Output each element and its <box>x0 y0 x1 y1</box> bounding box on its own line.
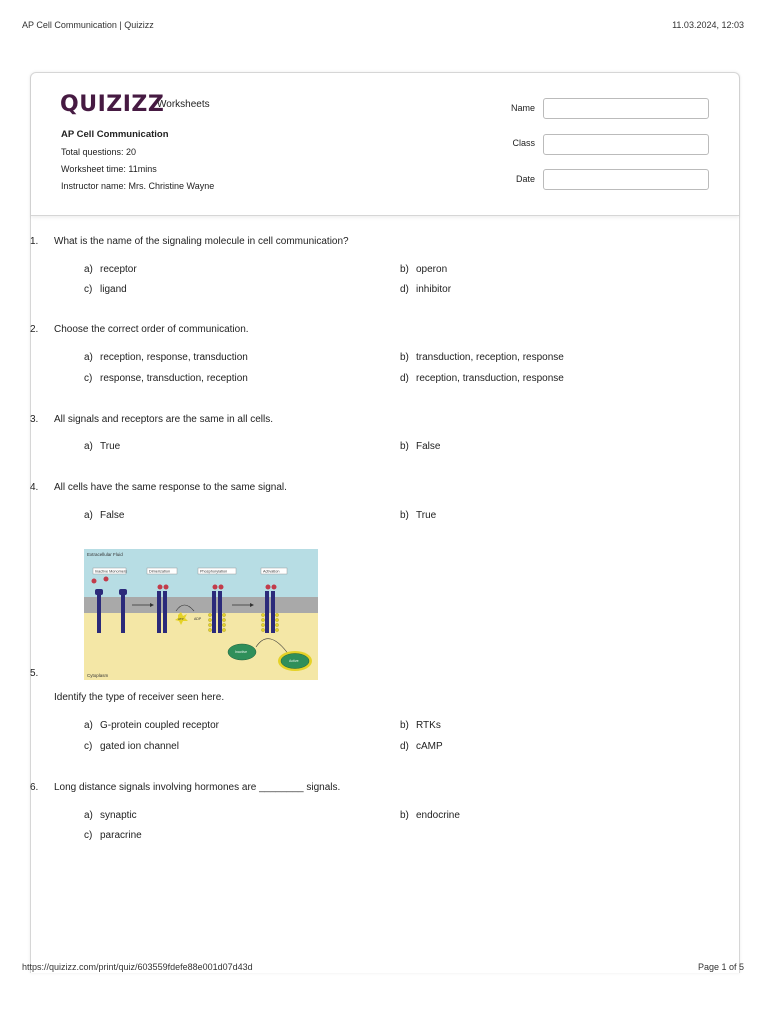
cytoplasm-region <box>84 613 318 680</box>
option-2d[interactable]: d) reception, transduction, response <box>400 373 564 384</box>
question-text: All signals and receptors are the same in all cells. <box>54 414 273 425</box>
question-number: 3. <box>30 414 39 425</box>
page-url[interactable]: https://quizizz.com/print/quiz/603559fdefe88e001d07d43d <box>22 962 253 972</box>
question-number: 1. <box>30 236 39 247</box>
question-text: Long distance signals involving hormones are ________ signals. <box>54 782 341 793</box>
print-footer <box>22 962 744 972</box>
question-text: Choose the correct order of communication. <box>54 324 249 335</box>
option-4b[interactable]: b) True <box>400 510 437 521</box>
atp-label: ATP <box>178 617 184 621</box>
class-field[interactable] <box>543 134 709 155</box>
name-field[interactable] <box>543 98 709 119</box>
receptor-icon <box>163 591 167 633</box>
print-title: AP Cell Communication | Quizizz <box>22 20 154 30</box>
receptor-icon <box>265 591 269 633</box>
receptor-icon <box>271 591 275 633</box>
question-number: 6. <box>30 782 39 793</box>
active-protein-label: Active <box>289 659 299 663</box>
option-5c[interactable]: c) gated ion channel <box>84 741 179 752</box>
worksheet-header-card <box>31 73 739 216</box>
option-5b[interactable]: b) RTKs <box>400 720 441 731</box>
total-questions: Total questions: 20 <box>61 147 137 157</box>
worksheet-time: Worksheet time: 11mins <box>61 164 157 174</box>
inactive-protein-label: Inactive <box>235 650 248 654</box>
receptor-icon <box>212 591 216 633</box>
worksheet-title: AP Cell Communication <box>61 129 169 140</box>
option-1a[interactable]: a) receptor <box>84 264 137 275</box>
question-number: 2. <box>30 324 39 335</box>
membrane-band <box>84 597 318 613</box>
option-1d[interactable]: d) inhibitor <box>400 284 452 295</box>
stage-phosphorylation: Phosphorylation <box>200 569 228 574</box>
instructor-name: Instructor name: Mrs. Christine Wayne <box>61 181 215 191</box>
receptor-icon <box>121 593 125 633</box>
page-number: Page 1 of 5 <box>697 962 744 972</box>
question-text: What is the name of the signaling molecule in cell communication? <box>54 236 349 247</box>
worksheets-label: Worksheets <box>157 99 210 110</box>
option-1b[interactable]: b) operon <box>400 264 448 275</box>
option-3b[interactable]: b) False <box>400 441 441 452</box>
option-6c[interactable]: c) paracrine <box>84 830 142 841</box>
option-4a[interactable]: a) False <box>84 510 125 521</box>
extracellular-label: Extracellular Fluid <box>87 552 123 557</box>
stage-dimerization: Dimerization <box>149 569 171 574</box>
option-5d[interactable]: d) cAMP <box>400 741 443 752</box>
print-datetime: 11.03.2024, 12:03 <box>672 20 744 30</box>
option-2c[interactable]: c) response, transduction, reception <box>84 373 248 384</box>
print-header <box>22 20 744 30</box>
option-6b[interactable]: b) endocrine <box>400 810 460 821</box>
stage-inactive-monomers: Inactive Monomers <box>95 569 128 574</box>
stage-activation: Activation <box>263 569 280 574</box>
name-label: Name <box>510 103 535 113</box>
question-text: All cells have the same response to the same signal. <box>54 482 287 493</box>
option-6a[interactable]: a) synaptic <box>84 810 137 821</box>
receptor-icon <box>97 593 101 633</box>
adp-label: ADP <box>194 617 202 621</box>
ligand-icon <box>104 577 109 582</box>
rtk-diagram-image <box>84 549 318 680</box>
option-1c[interactable]: c) ligand <box>84 284 127 295</box>
question-number: 5. <box>30 668 39 679</box>
option-3a[interactable]: a) True <box>84 441 121 452</box>
question-number: 4. <box>30 482 39 493</box>
date-field[interactable] <box>543 169 709 190</box>
option-2b[interactable]: b) transduction, reception, response <box>400 352 564 363</box>
date-label: Date <box>515 174 535 184</box>
cytoplasm-label: Cytoplasm <box>87 673 109 678</box>
ligand-icon <box>92 579 97 584</box>
receptor-icon <box>157 591 161 633</box>
option-5a[interactable]: a) G-protein coupled receptor <box>84 720 219 731</box>
receptor-icon <box>218 591 222 633</box>
option-2a[interactable]: a) reception, response, transduction <box>84 352 248 363</box>
class-label: Class <box>512 138 535 148</box>
question-text: Identify the type of receiver seen here. <box>54 692 225 703</box>
quizizz-logo[interactable]: QUIZIZZ <box>60 92 165 117</box>
